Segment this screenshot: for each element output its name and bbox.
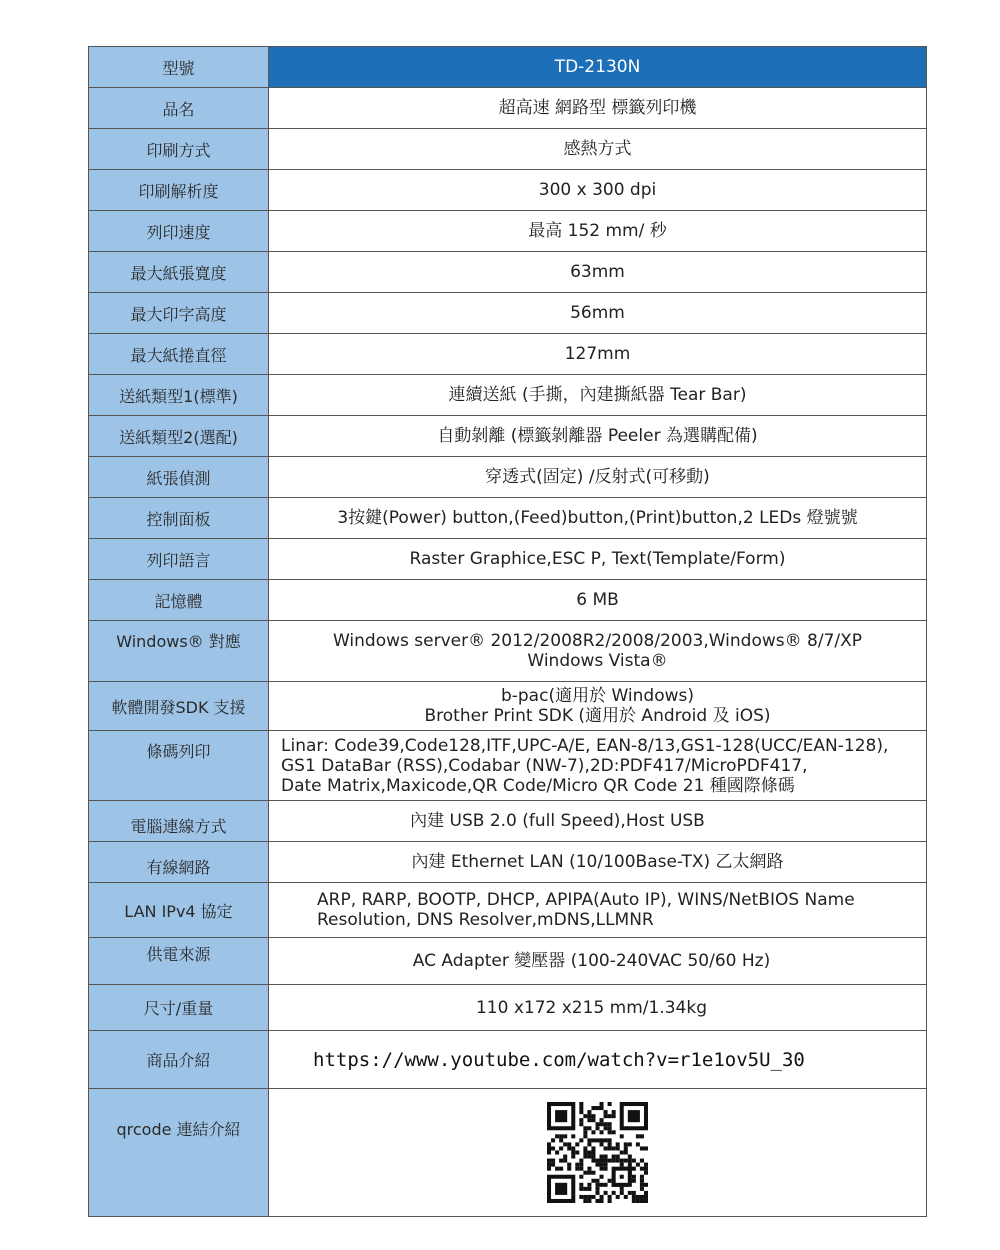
row-label: 最大紙張寬度 xyxy=(88,252,269,292)
spec-row-model xyxy=(88,46,927,88)
row-label: 有線網路 xyxy=(88,842,269,882)
spec-row xyxy=(88,731,927,801)
model-value: TD-2130N xyxy=(269,47,927,87)
row-value xyxy=(269,682,927,730)
row-label: 尺寸/重量 xyxy=(88,985,269,1030)
row-label: 軟體開發SDK 支援 xyxy=(88,682,269,730)
value-line: GS1 DataBar (RSS),Codabar (NW-7),2D:PDF417/MicroPDF417, xyxy=(281,755,808,776)
spec-row xyxy=(88,682,927,731)
qr-code[interactable] xyxy=(547,1102,648,1203)
row-label: 電腦連線方式 xyxy=(88,801,269,841)
row-label: 最大紙捲直徑 xyxy=(88,334,269,374)
row-value: 內建 USB 2.0 (full Speed),Host USB xyxy=(269,801,927,841)
row-value: 自動剝離 (標籤剝離器 Peeler 為選購配備) xyxy=(269,416,927,456)
spec-table xyxy=(88,46,927,1217)
value-line: b-pac(適用於 Windows) xyxy=(500,686,695,706)
spec-row xyxy=(88,416,927,457)
row-value: Raster Graphice,ESC P, Text(Template/Form) xyxy=(269,539,927,579)
row-label: 控制面板 xyxy=(88,498,269,538)
row-value xyxy=(269,1031,927,1088)
row-value: 127mm xyxy=(269,334,927,374)
row-label: 送紙類型1(標準) xyxy=(88,375,269,415)
row-value xyxy=(269,731,927,800)
row-value: AC Adapter 變壓器 (100-240VAC 50/60 Hz) xyxy=(269,938,927,984)
row-label: 最大印字高度 xyxy=(88,293,269,333)
row-value: 6 MB xyxy=(269,580,927,620)
value-line: ARP, RARP, BOOTP, DHCP, APIPA(Auto IP), WINS/NetBIOS Name xyxy=(317,890,855,910)
row-label: 商品介紹 xyxy=(88,1031,269,1088)
spec-row xyxy=(88,375,927,416)
row-value xyxy=(269,1089,927,1216)
spec-row xyxy=(88,1031,927,1089)
row-label: Windows® 對應 xyxy=(88,621,269,681)
row-label: 印刷方式 xyxy=(88,129,269,169)
row-label: 列印速度 xyxy=(88,211,269,251)
spec-row xyxy=(88,985,927,1031)
spec-row xyxy=(88,938,927,985)
spec-row xyxy=(88,539,927,580)
row-value: 穿透式(固定) /反射式(可移動) xyxy=(269,457,927,497)
value-line: Windows Vista® xyxy=(527,651,668,671)
product-video-link[interactable]: https://www.youtube.com/watch?v=r1e1ov5U_30 xyxy=(313,1048,805,1071)
row-label: LAN IPv4 協定 xyxy=(88,883,269,937)
row-label: 供電來源 xyxy=(88,938,269,984)
spec-row xyxy=(88,252,927,293)
row-label: 送紙類型2(選配) xyxy=(88,416,269,456)
row-value: 63mm xyxy=(269,252,927,292)
spec-row xyxy=(88,621,927,682)
row-value: 300 x 300 dpi xyxy=(269,170,927,210)
row-value xyxy=(269,883,927,937)
spec-row xyxy=(88,211,927,252)
row-label: 列印語言 xyxy=(88,539,269,579)
spec-row xyxy=(88,498,927,539)
row-label: 紙張偵測 xyxy=(88,457,269,497)
value-line: Windows server® 2012/2008R2/2008/2003,Windows® 8/7/XP xyxy=(332,631,863,651)
spec-row xyxy=(88,801,927,842)
row-label: 印刷解析度 xyxy=(88,170,269,210)
row-value: 56mm xyxy=(269,293,927,333)
spec-row xyxy=(88,883,927,938)
row-value: 超高速 網路型 標籤列印機 xyxy=(269,88,927,128)
spec-row xyxy=(88,88,927,129)
value-line: Date Matrix,Maxicode,QR Code/Micro QR Code 21 種國際條碼 xyxy=(281,775,795,796)
spec-row xyxy=(88,580,927,621)
row-value xyxy=(269,621,927,681)
value-line: Resolution, DNS Resolver,mDNS,LLMNR xyxy=(317,910,654,930)
row-value: 3按鍵(Power) button,(Feed)button,(Print)button,2 LEDs 燈號號 xyxy=(269,498,927,538)
value-line: Brother Print SDK (適用於 Android 及 iOS) xyxy=(424,706,771,726)
spec-row-qrcode xyxy=(88,1089,927,1217)
spec-row xyxy=(88,170,927,211)
spec-row xyxy=(88,334,927,375)
row-value: 最高 152 mm/ 秒 xyxy=(269,211,927,251)
spec-row xyxy=(88,129,927,170)
row-label: 記憶體 xyxy=(88,580,269,620)
row-label: qrcode 連結介紹 xyxy=(88,1089,269,1216)
spec-row xyxy=(88,842,927,883)
value-line: Linar: Code39,Code128,ITF,UPC-A/E, EAN-8/13,GS1-128(UCC/EAN-128), xyxy=(281,735,889,756)
row-value: 內建 Ethernet LAN (10/100Base-TX) 乙太網路 xyxy=(269,842,927,882)
row-value: 感熱方式 xyxy=(269,129,927,169)
row-label: 品名 xyxy=(88,88,269,128)
row-label: 型號 xyxy=(88,47,269,87)
spec-row xyxy=(88,457,927,498)
row-value: 110 x172 x215 mm/1.34kg xyxy=(269,985,927,1030)
row-label: 條碼列印 xyxy=(88,731,269,800)
row-value: 連續送紙 (手撕，內建撕紙器 Tear Bar) xyxy=(269,375,927,415)
spec-row xyxy=(88,293,927,334)
